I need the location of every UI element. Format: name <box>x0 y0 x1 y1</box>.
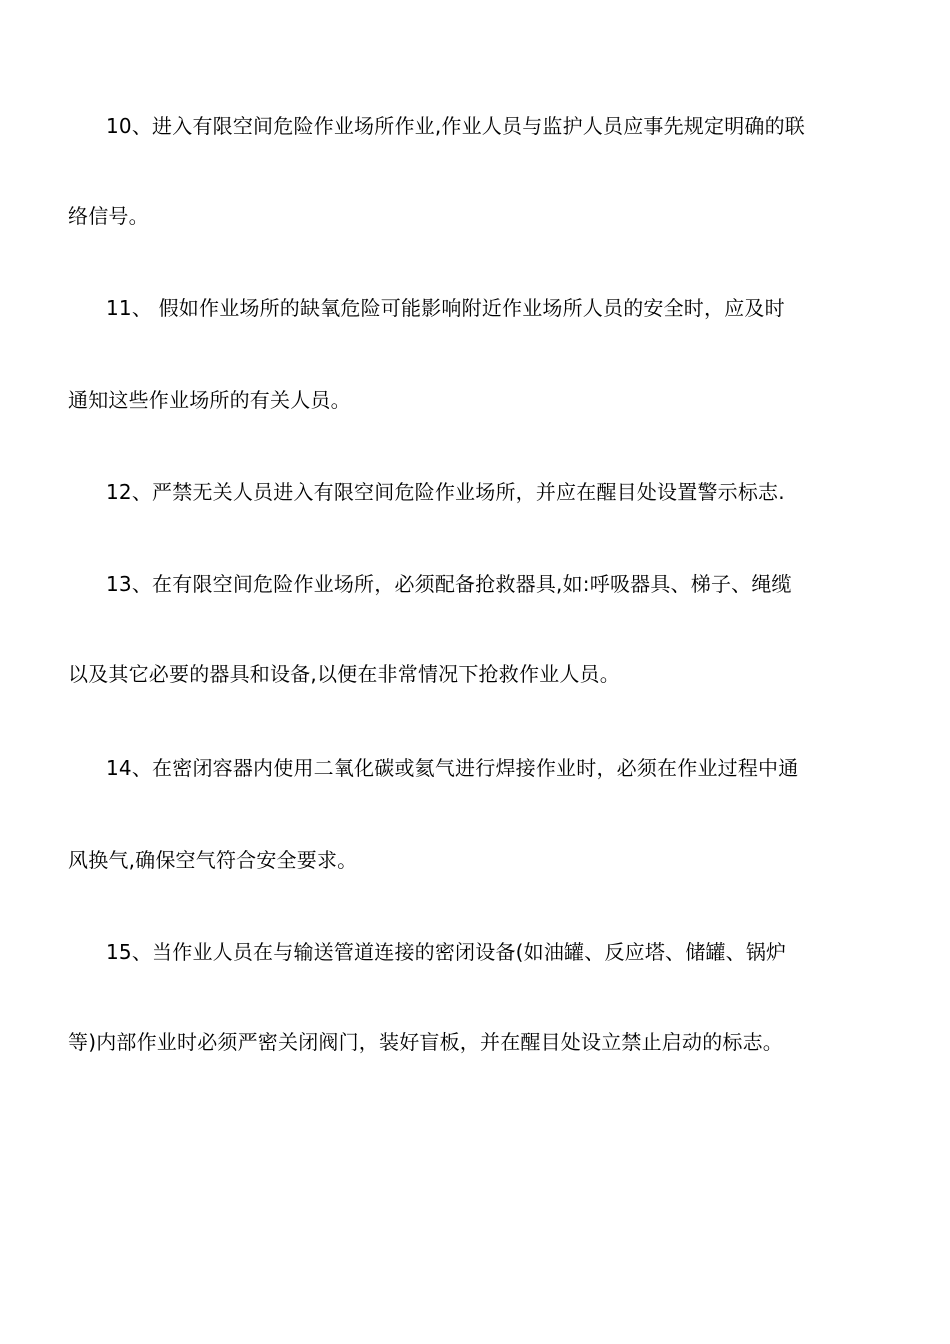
item-13-line-2: 以及其它必要的器具和设备,以便在非常情况下抢救作业人员。 <box>68 662 620 686</box>
item-11-line-2: 通知这些作业场所的有关人员。 <box>68 388 351 412</box>
item-11-line-1: 11、 假如作业场所的缺氧危险可能影响附近作业场所人员的安全时，应及时 <box>106 296 785 320</box>
item-13-line-1: 13、在有限空间危险作业场所，必须配备抢救器具,如:呼吸器具、梯子、绳缆 <box>106 572 792 596</box>
item-14-line-2: 风换气,确保空气符合安全要求。 <box>68 848 358 872</box>
item-15-line-2: 等)内部作业时必须严密关闭阀门，装好盲板，并在醒目处设立禁止启动的标志。 <box>68 1030 784 1054</box>
item-10-line-2: 络信号。 <box>68 204 149 228</box>
item-12-line-1: 12、严禁无关人员进入有限空间危险作业场所，并应在醒目处设置警示标志. <box>106 480 785 504</box>
item-15-line-1: 15、当作业人员在与输送管道连接的密闭设备(如油罐、反应塔、储罐、锅炉 <box>106 940 787 964</box>
item-14-line-1: 14、在密闭容器内使用二氧化碳或氦气进行焊接作业时，必须在作业过程中通 <box>106 756 799 780</box>
item-10-line-1: 10、进入有限空间危险作业场所作业,作业人员与监护人员应事先规定明确的联 <box>106 114 806 138</box>
